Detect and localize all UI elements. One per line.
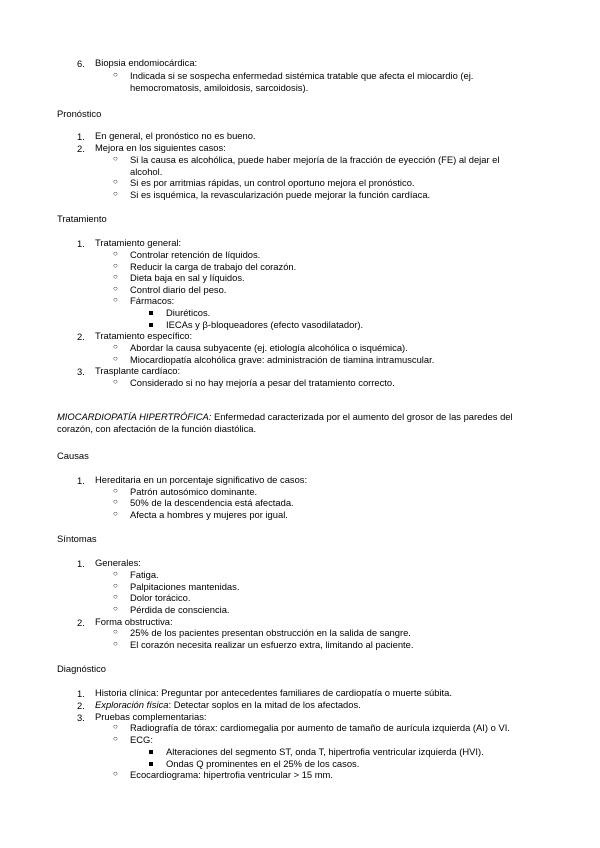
list-item: Patrón autosómico dominante. [130,486,258,497]
circle-bullet-icon: ○ [113,509,118,518]
circle-bullet-icon: ○ [113,295,118,304]
list-item: Hereditaria en un porcentaje significativo de casos: [95,474,308,485]
list-item: Fatiga. [130,569,159,580]
square-bullet-icon [149,323,153,327]
circle-bullet-icon: ○ [113,354,118,363]
definition-term: MIOCARDIOPATÍA HIPERTRÓFICA: [57,411,212,422]
list-number: 2. [77,331,85,342]
circle-bullet-icon: ○ [113,261,118,270]
list-item: Si es por arritmias rápidas, un control oportuno mejora el pronóstico. [130,177,415,188]
list-item: Ondas Q prominentes en el 25% de los casos. [166,758,360,769]
list-number: 1. [77,475,85,486]
circle-bullet-icon: ○ [113,592,118,601]
list-item: Tratamiento general: [95,237,182,248]
list-item: En general, el pronóstico no es bueno. [95,130,256,141]
list-item: Abordar la causa subyacente (ej. etiología alcohólica o isquémica). [130,342,408,353]
list-item: Dolor torácico. [130,592,191,603]
list-number: 6. [77,58,85,69]
definition-paragraph [57,411,547,434]
circle-bullet-icon: ○ [113,734,118,743]
list-item: Tratamiento específico: [95,330,193,341]
circle-bullet-icon: ○ [113,581,118,590]
section-heading: Tratamiento [57,213,107,224]
list-item: Reducir la carga de trabajo del corazón. [130,261,297,272]
list-item: Dieta baja en sal y líquidos. [130,272,245,283]
list-number: 1. [77,688,85,699]
list-number: 2. [77,143,85,154]
list-number: 1. [77,238,85,249]
circle-bullet-icon: ○ [113,639,118,648]
square-bullet-icon [149,311,153,315]
square-bullet-icon [149,762,153,766]
list-item: Generales: [95,557,141,568]
circle-bullet-icon: ○ [113,189,118,198]
list-item: Fármacos: [130,295,175,306]
list-item: Ecocardiograma: hipertrofia ventricular > 15 mm. [130,769,333,780]
circle-bullet-icon: ○ [113,154,118,163]
circle-bullet-icon: ○ [113,486,118,495]
circle-bullet-icon: ○ [113,342,118,351]
circle-bullet-icon: ○ [113,284,118,293]
list-item: Palpitaciones mantenidas. [130,581,240,592]
circle-bullet-icon: ○ [113,769,118,778]
circle-bullet-icon: ○ [113,627,118,636]
list-item: Si es isquémica, la revascularización puede mejorar la función cardíaca. [130,189,431,200]
list-item [95,687,452,699]
square-bullet-icon [149,750,153,754]
list-item: Radiografía de tórax: cardiomegalia por aumento de tamaño de aurícula izquierda (AI) o VI. [130,722,510,733]
list-item: Considerado si no hay mejoría a pesar del tratamiento correcto. [130,377,395,388]
list-item: Mejora en los siguientes casos: [95,142,226,153]
list-item: 50% de la descendencia está afectada. [130,497,294,508]
list-item: Pruebas complementarias: [95,711,207,722]
list-item: 25% de los pacientes presentan obstrucción en la salida de sangre. [130,627,411,638]
list-item: Si la causa es alcohólica, puede haber mejoría de la fracción de eyección (FE) al dejar el alcohol. [130,154,500,177]
list-number: 3. [77,712,85,723]
section-heading: Diagnóstico [57,663,106,674]
section-heading: Causas [57,450,89,461]
item-label: Historia clínica [95,687,156,698]
list-number: 2. [77,617,85,628]
list-item: Alteraciones del segmento ST, onda T, hipertrofia ventricular izquierda (HVI). [166,746,484,757]
list-item: Afecta a hombres y mujeres por igual. [130,509,288,520]
circle-bullet-icon: ○ [113,177,118,186]
circle-bullet-icon: ○ [113,497,118,506]
list-item: Trasplante cardíaco: [95,365,181,376]
circle-bullet-icon: ○ [113,70,118,79]
list-item: Indicada si se sospecha enfermedad sistémica tratable que afecta el miocardio (ej. hemocromatosis, amiloidosis, sarcoidosis). [130,70,474,93]
item-label: Exploración física [95,699,169,710]
list-item: El corazón necesita realizar un esfuerzo extra, limitando al paciente. [130,639,414,650]
list-item: Pérdida de consciencia. [130,604,230,615]
section-heading: Pronóstico [57,108,102,119]
item-text: : Preguntar por antecedentes familiares de cardiopatía o muerte súbita. [155,687,452,698]
list-number: 1. [77,558,85,569]
list-number: 1. [77,131,85,142]
list-number: 2. [77,700,85,711]
circle-bullet-icon: ○ [113,604,118,613]
circle-bullet-icon: ○ [113,249,118,258]
list-item: IECAs y β-bloqueadores (efecto vasodilatador). [166,319,364,330]
circle-bullet-icon: ○ [113,569,118,578]
circle-bullet-icon: ○ [113,722,118,731]
list-item: ECG: [130,734,153,745]
list-item: Control diario del peso. [130,284,227,295]
definition-text: Enfermedad caracterizada por el aumento del grosor de las paredes del corazón, con afectación de la función diastólica. [57,411,513,434]
circle-bullet-icon: ○ [113,377,118,386]
list-number: 3. [77,366,85,377]
circle-bullet-icon: ○ [113,272,118,281]
list-item: Miocardiopatía alcohólica grave: administración de tiamina intramuscular. [130,354,435,365]
item-text: : Detectar soplos en la mitad de los afectados. [168,699,361,710]
list-item: Controlar retención de líquidos. [130,249,261,260]
list-item: Forma obstructiva: [95,616,173,627]
list-item: Biopsia endomiocárdica: [95,57,198,68]
list-item [95,699,361,711]
section-heading: Síntomas [57,533,97,544]
list-item: Diuréticos. [166,307,211,318]
